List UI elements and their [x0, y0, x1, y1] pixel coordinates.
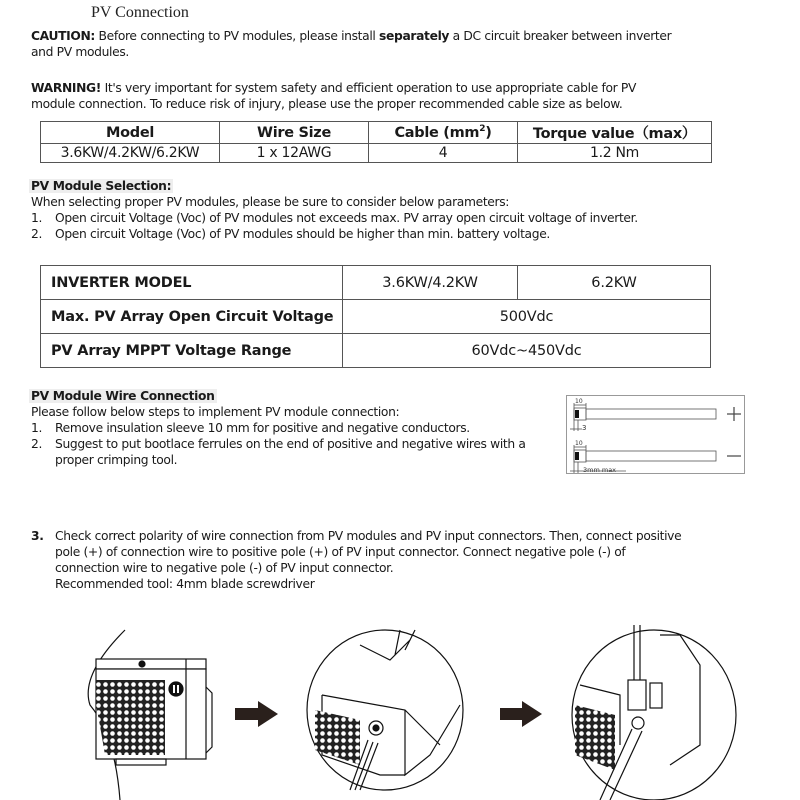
cell-torque: 1.2 Nm — [518, 144, 712, 163]
cell-value: 6.2KW — [518, 266, 711, 300]
section-intro: Please follow below steps to implement PV module connection: — [31, 405, 400, 419]
wire-connection-section — [31, 388, 551, 468]
header-cable: Cable $(mm^2)$ — [369, 122, 518, 144]
list-item: 1. Remove insulation sleeve 10 mm for positive and negative conductors. — [31, 421, 470, 435]
cell-value: 500Vdc — [343, 300, 711, 334]
header-model: Model — [41, 122, 220, 144]
cell-cable: 4 — [369, 144, 518, 163]
warning-paragraph — [31, 80, 717, 96]
warning-line1: It's very important for system safety and efficient operation to use appropriate cable for PV — [101, 81, 637, 95]
warning-line2: module connection. To reduce risk of injury, please use the proper recommended cable size as below. — [31, 97, 623, 111]
svg-text:10: 10 — [575, 398, 583, 405]
row-label: Max. PV Array Open Circuit Voltage — [41, 300, 343, 334]
caution-text-2: a DC circuit breaker between inverter — [449, 29, 672, 43]
inverter-table — [40, 265, 711, 368]
section-intro: When selecting proper PV modules, please be sure to consider below parameters: — [31, 195, 510, 209]
table-row — [41, 266, 711, 300]
cell-value: 60Vdc~450Vdc — [343, 334, 711, 368]
page-title: PV Connection — [91, 4, 189, 21]
header-torque: Torque value（max） — [518, 122, 712, 144]
row-label: INVERTER MODEL — [41, 266, 343, 300]
list-item: 2. Suggest to put bootlace ferrules on the end of positive and negative wires with a proper crimping tool. — [31, 437, 526, 467]
header-wire-size: Wire Size — [220, 122, 369, 144]
caution-paragraph — [31, 28, 731, 60]
list-item: 1. Open circuit Voltage (Voc) of PV modules not exceeds max. PV array open circuit voltage of inverter. — [31, 211, 638, 225]
table-row — [41, 300, 711, 334]
connector-closeup — [307, 630, 463, 790]
cable-table — [40, 121, 712, 163]
cable-table-header — [41, 122, 712, 144]
warning-label: WARNING! — [31, 81, 102, 95]
table-row — [41, 144, 712, 163]
list-item: 2. Open circuit Voltage (Voc) of PV modules should be higher than min. battery voltage. — [31, 227, 550, 241]
svg-text:3mm max: 3mm max — [583, 466, 617, 474]
cell-model: 3.6KW/4.2KW/6.2KW — [41, 144, 220, 163]
caution-text: Before connecting to PV modules, please install — [94, 29, 380, 43]
svg-text:10: 10 — [575, 440, 583, 447]
cell-wire-size: 1 x 12AWG — [220, 144, 369, 163]
section-heading: PV Module Wire Connection — [31, 389, 215, 403]
row-label: PV Array MPPT Voltage Range — [41, 334, 343, 368]
inverter-side-view — [88, 630, 212, 800]
caution-label: CAUTION: — [31, 29, 95, 43]
caution-bold-word: separately — [379, 29, 450, 43]
arrow-icon — [235, 701, 278, 727]
module-selection-section — [31, 178, 731, 242]
step-3-paragraph: 3. Check correct polarity of wire connection from PV modules and PV input connectors. Then, connect positive pole (+) of connection wire to positive pole (+) of PV input connector. Connect negative pole (-) of connection wire to negative pole (-) of PV input connector. Recommended tool: 4mm blade screwdriver — [31, 529, 682, 591]
table-row — [41, 334, 711, 368]
svg-text:3: 3 — [582, 424, 587, 432]
arrow-icon — [500, 701, 542, 727]
screwdriver-closeup — [572, 625, 736, 800]
caution-line2: and PV modules. — [31, 45, 129, 59]
wire-strip-diagram — [566, 395, 752, 477]
section-heading: PV Module Selection: — [31, 179, 172, 193]
connection-illustration — [60, 625, 780, 800]
cell-value: 3.6KW/4.2KW — [343, 266, 518, 300]
